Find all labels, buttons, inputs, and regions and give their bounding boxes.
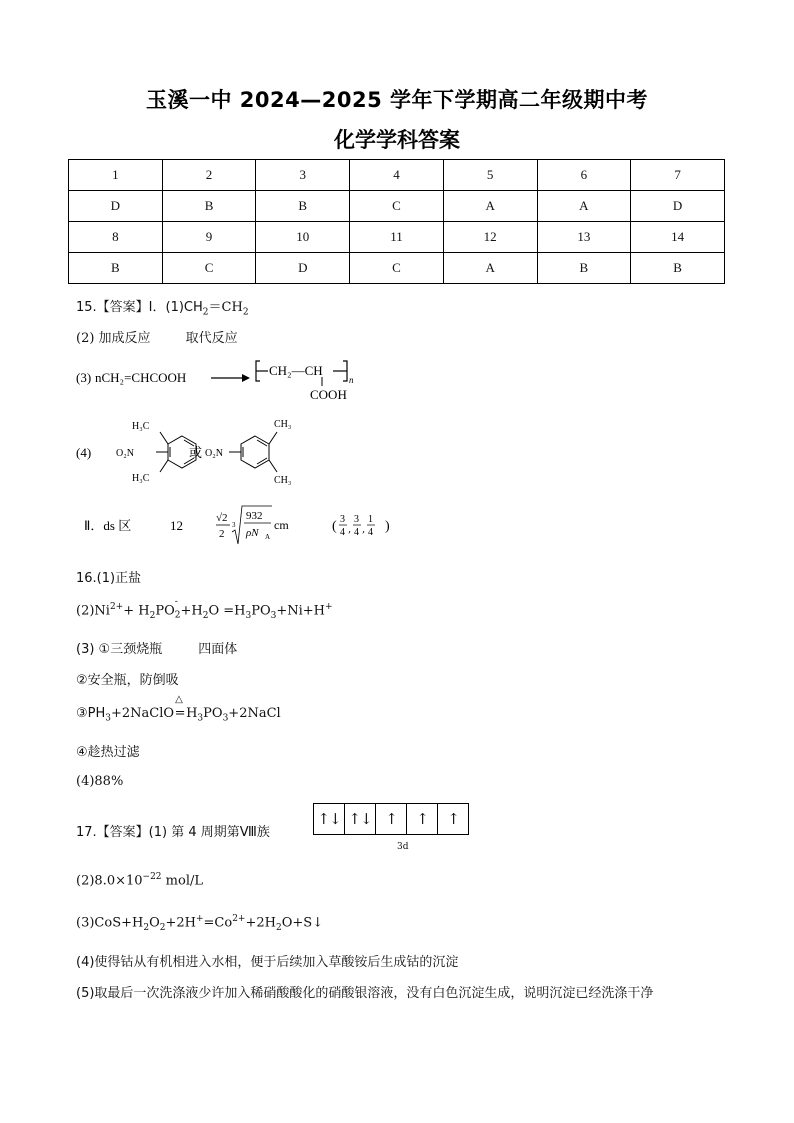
answer-cell: C	[350, 253, 444, 284]
answer-cell: 14	[631, 222, 725, 253]
answer-cell: 8	[69, 222, 163, 253]
q15-line4-num: (4)	[76, 445, 92, 460]
q16-line3: (3) ①三颈烧瓶 四面体	[76, 642, 238, 657]
q17-line1: 17.【答案】(1) 第 4 周期第Ⅷ族	[76, 825, 270, 840]
q16-line5: $③PH_3+2NaClO$ △ $=H_3PO_3+2NaCl$	[76, 694, 281, 724]
answer-cell: 3	[256, 160, 350, 191]
coord-denominator: 4	[368, 527, 373, 538]
root-numerator: 932	[246, 510, 263, 522]
answer-cell: B	[69, 253, 163, 284]
answer-cell: D	[256, 253, 350, 284]
coord-numerator: 3	[340, 514, 345, 525]
document-subtitle: 化学学科答案	[334, 128, 460, 152]
answer-row	[69, 191, 725, 222]
q16-line4: ②安全瓶，防倒吸	[76, 673, 179, 688]
answer-cell: D	[69, 191, 163, 222]
methyl-bottom-1: H₃C	[132, 473, 150, 484]
or-text: 或	[189, 446, 203, 461]
orbital-box	[313, 803, 345, 835]
q17-line5: (5)取最后一次洗涤液少许加入稀硝酸酸化的硝酸银溶液，没有白色沉淀生成，说明沉淀已经洗涤干净	[76, 986, 654, 1001]
q16-line7: (4)88%	[76, 774, 124, 789]
methyl-bottom-2: CH₃	[274, 475, 292, 486]
fractional-coordinates	[339, 514, 375, 538]
document-title: 玉溪一中 2024—2025 学年下学期高二年级期中考	[145, 88, 648, 112]
part2-number: 12	[170, 518, 183, 533]
answer-row	[69, 222, 725, 253]
reaction-arrow-head	[242, 374, 250, 382]
methyl-top-2: CH₃	[274, 419, 292, 430]
q17-line4: (4)使得钴从有机相进入水相，便于后续加入草酸铵后生成钴的沉淀	[76, 955, 459, 970]
q17-line3: $(3)CoS+H_2O_2+2H^+=Co^{2+}+2H_2O+S↓$	[76, 914, 324, 933]
answer-cell: B	[537, 253, 631, 284]
q15-part-ii	[74, 500, 414, 555]
electron-arrows: ↑	[385, 810, 397, 828]
reactant-text: nCH₂=CHCOOH	[95, 370, 187, 385]
coord-numerator: 1	[368, 514, 373, 525]
product-subscript-n: n	[349, 375, 354, 385]
answer-table	[68, 159, 725, 284]
root-denominator: ρN	[246, 527, 259, 539]
answer-cell: A	[537, 191, 631, 222]
q17-line2: $(2)8.0\times 10^{-22}$ mol/L	[76, 872, 203, 889]
product-group: COOH	[310, 387, 347, 402]
nitro-group-1: O₂N	[116, 448, 134, 459]
unit-cm: cm	[274, 518, 289, 532]
answer-cell: A	[443, 191, 537, 222]
q15-part2: (2) 加成反应 取代反应	[76, 331, 238, 346]
answer-cell: C	[350, 191, 444, 222]
coord-denominator: 4	[354, 527, 359, 538]
orbital-box	[344, 803, 376, 835]
q15-line3-num: (3)	[76, 370, 92, 385]
answer-cell: 1	[69, 160, 163, 191]
answer-cell: A	[443, 253, 537, 284]
root-denominator-sub: A	[265, 533, 271, 541]
nitro-group-2: O₂N	[205, 448, 223, 459]
fraction-numerator: √2	[216, 512, 228, 524]
q15-structures	[74, 412, 314, 492]
answer-cell: 6	[537, 160, 631, 191]
answer-cell: C	[162, 253, 256, 284]
answer-row	[69, 160, 725, 191]
electron-arrows: ↑	[416, 810, 428, 828]
answer-cell: 2	[162, 160, 256, 191]
coord-comma: ,	[362, 524, 366, 535]
q16-line2: $(2)Ni^{2+}+ H_2PO$ - $_2+H_2O =H_3PO_3+Ni+H^+$	[76, 597, 333, 621]
q16-line6: ④趁热过滤	[76, 745, 140, 760]
electron-arrows: ↑↓	[317, 810, 341, 828]
electron-arrows: ↑	[447, 810, 459, 828]
coord-numerator: 3	[354, 514, 359, 525]
product-chain: CH₂—CH	[269, 363, 323, 378]
benzene-ring-2	[241, 436, 269, 468]
answer-cell: B	[631, 253, 725, 284]
orbital-box	[375, 803, 407, 835]
answer-cell: B	[256, 191, 350, 222]
coord-comma: ,	[348, 524, 352, 535]
electron-arrows: ↑↓	[348, 810, 372, 828]
orbital-box	[437, 803, 469, 835]
answer-cell: 13	[537, 222, 631, 253]
answer-cell: 11	[350, 222, 444, 253]
answer-cell: 12	[443, 222, 537, 253]
answer-cell: D	[631, 191, 725, 222]
part2-label: Ⅱ．ds 区	[84, 518, 132, 533]
answer-cell: 5	[443, 160, 537, 191]
answer-row	[69, 253, 725, 284]
orbital-box	[406, 803, 438, 835]
coord-open: (	[332, 519, 337, 534]
q15-part1: 15.【答案】Ⅰ．$(1)CH_2=CH_2$	[76, 300, 249, 318]
coord-denominator: 4	[340, 527, 345, 538]
q16-line1: 16.(1)正盐	[76, 571, 142, 586]
polymerization-equation	[74, 355, 374, 410]
root-index: 3	[232, 521, 236, 529]
coord-close: )	[385, 519, 390, 534]
answer-cell: B	[162, 191, 256, 222]
answer-cell: 9	[162, 222, 256, 253]
orbital-label: 3d	[397, 842, 409, 852]
answer-cell: 10	[256, 222, 350, 253]
answer-cell: 7	[631, 160, 725, 191]
answer-cell: 4	[350, 160, 444, 191]
methyl-top-1: H₃C	[132, 421, 150, 432]
fraction-denominator: 2	[219, 528, 225, 540]
